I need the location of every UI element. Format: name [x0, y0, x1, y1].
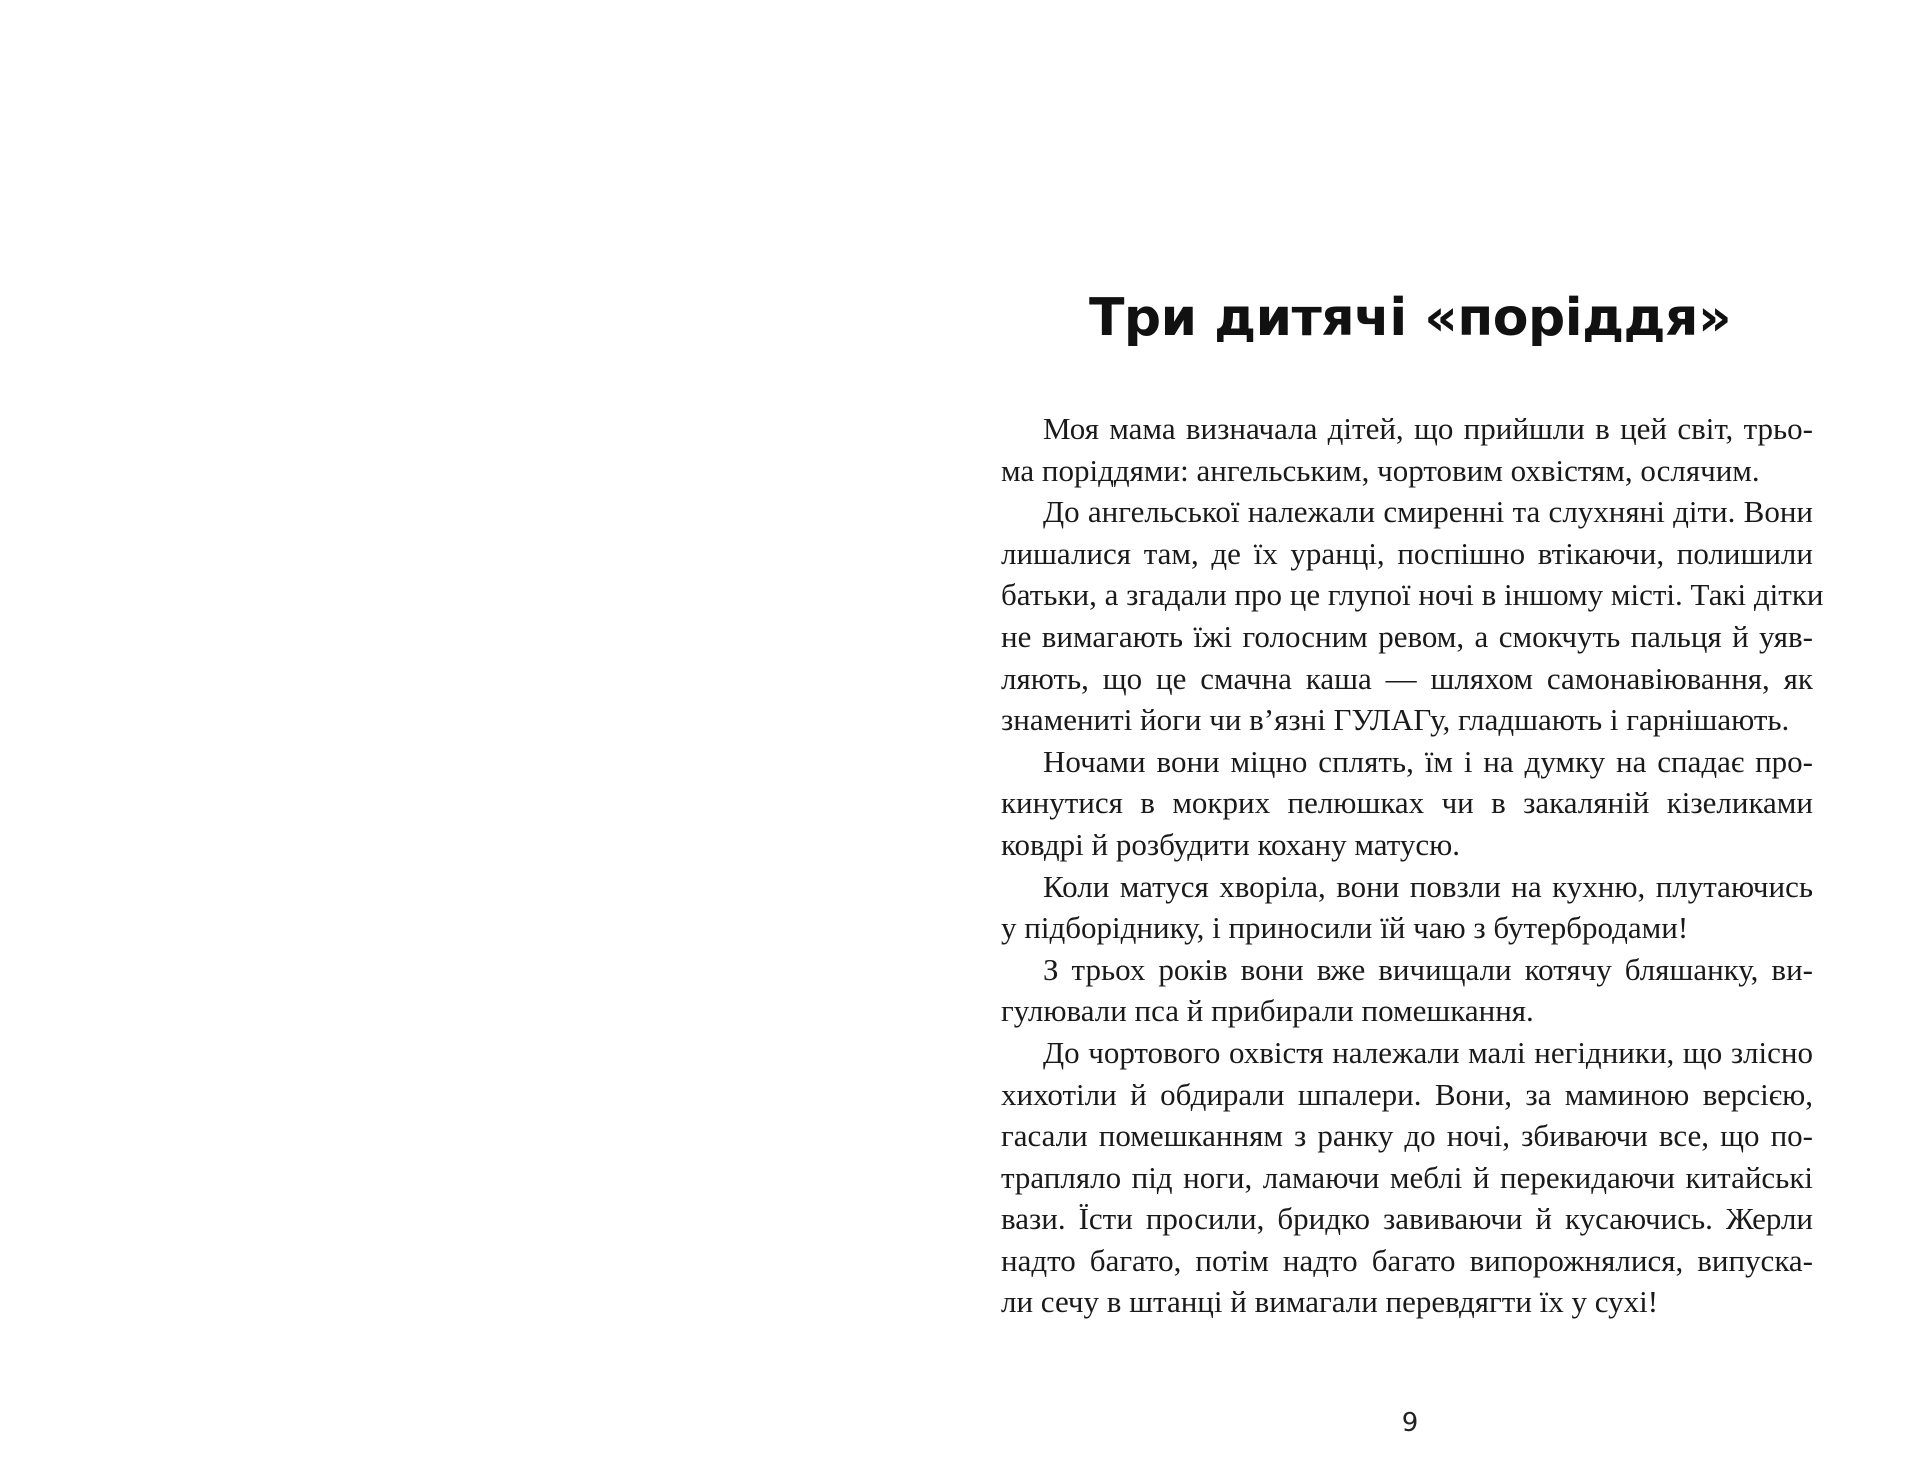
- text-line: ковдрі й розбудити кохану матусю.: [1001, 826, 1461, 862]
- text-line: гасали помешканням з ранку до ночі, збиваючи все, що по-: [1001, 1118, 1813, 1154]
- text-line: Моя мама визначала дітей, що прийшли в цей світ, трьо-: [1043, 411, 1813, 446]
- text-line: трапляло під ноги, ламаючи меблі й перекидаючи китайські: [1001, 1159, 1813, 1195]
- text-line: знамениті йоги чи в’язні ГУЛАГу, гладшають і гарнішають.: [1001, 702, 1790, 738]
- text-line: кинутися в мокрих пелюшках чи в закаляній кізеликами: [1001, 785, 1813, 821]
- text-line: лишалися там, де їх уранці, поспішно втікаючи, полишили: [1001, 535, 1813, 571]
- text-line: надто багато, потім надто багато випорожнялися, випуска-: [1001, 1242, 1813, 1278]
- text-line: Коли матуся хворіла, вони повзли на кухню, плутаючись: [1043, 868, 1813, 904]
- text-line: ли сечу в штанці й вимагали перевдягти їх у сухі!: [1001, 1284, 1659, 1320]
- text-line: До ангельської належали смиренні та слухняні діти. Вони: [1043, 494, 1813, 530]
- text-line: Ночами вони міцно сплять, їм і на думку на спадає про-: [1043, 743, 1813, 779]
- text-line: вази. Їсти просили, бридко завиваючи й кусаючись. Жерли: [1001, 1201, 1813, 1237]
- text-line: не вимагають їжі голосним ревом, а смокчуть пальця й уяв-: [1001, 618, 1813, 654]
- text-line: З трьох років вони вже вичищали котячу бляшанку, ви-: [1043, 951, 1813, 987]
- page-number: 9: [1401, 1408, 1419, 1438]
- text-line: ляють, що це смачна каша — шляхом самонавіювання, як: [1001, 660, 1813, 696]
- text-line: батьки, а згадали про це глупої ночі в іншому місті. Такі дітки: [1001, 577, 1824, 613]
- text-line: До чортового охвістя належали малі негідники, що злісно: [1043, 1034, 1813, 1070]
- right-page: [960, 0, 1920, 1469]
- text-line: у підборіднику, і приносили їй чаю з бутербродами!: [1001, 910, 1689, 946]
- body-text: [1001, 408, 1824, 1323]
- chapter-title: Три дитячі «поріддя»: [1088, 288, 1732, 348]
- text-line: хихотіли й обдирали шпалери. Вони, за маминою версією,: [1001, 1076, 1813, 1112]
- text-line: гулювали пса й прибирали помешкання.: [1001, 993, 1534, 1029]
- text-line: ма поріддями: ангельським, чортовим охвістям, ослячим.: [1001, 452, 1760, 488]
